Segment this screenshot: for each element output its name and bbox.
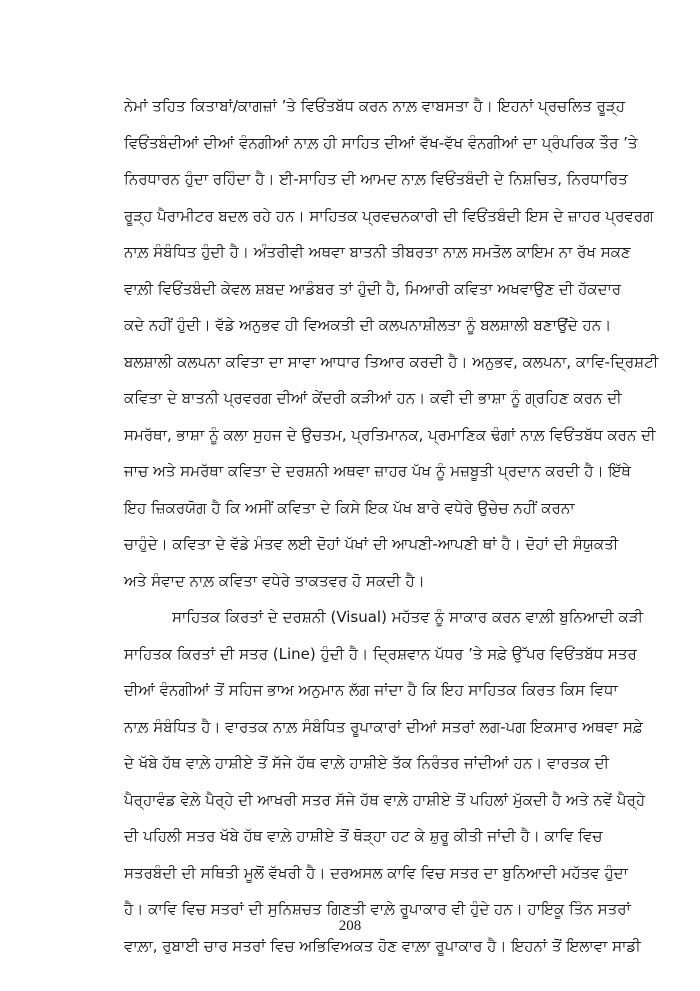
page-number: 208 — [338, 918, 362, 934]
text-line: ਚਾਹੁੰਦੇ। ਕਵਿਤਾ ਦੇ ਵੱਡੇ ਮੰਤਵ ਲਈ ਦੋਹਾਂ ਪੱਖਾਂ ਦੀ ਆਪਣੀ-ਆਪਣੀ ਥਾਂ ਹੈ। ਦੋਹਾਂ ਦੀ ਸੰਯੁਕਤੀ — [124, 535, 619, 553]
text-line: ਦੇ ਖੱਬੇ ਹੱਥ ਵਾਲ਼ੇ ਹਾਸ਼ੀਏ ਤੋਂ ਸੱਜੇ ਹੱਥ ਵਾਲ਼ੇ ਹਾਸ਼ੀਏ ਤੱਕ ਨਿਰੰਤਰ ਜਾਂਦੀਆਂ ਹਨ। ਵਾਰਤਕ ਦੀ — [124, 754, 610, 772]
text-line: ਬਲਸ਼ਾਲੀ ਕਲਪਨਾ ਕਵਿਤਾ ਦਾ ਸਾਵਾ ਆਧਾਰ ਤਿਆਰ ਕਰਦੀ ਹੈ। ਅਨੁਭਵ, ਕਲਪਨਾ, ਕਾਵਿ-ਦ੍ਰਿਸ਼ਟੀ — [124, 352, 659, 371]
paragraph-1 — [124, 88, 659, 599]
text-line: ਵਾਲ਼ੀ ਵਿਓਂਤਬੰਦੀ ਕੇਵਲ ਸ਼ਬਦ ਆਡੰਬਰ ਤਾਂ ਹੁੰਦੀ ਹੈ, ਮਿਆਰੀ ਕਵਿਤਾ ਅਖਵਾਉਣ ਦੀ ਹੱਕਦਾਰ — [124, 279, 622, 298]
text-line: ਸਾਹਿਤਕ ਕਿਰਤਾਂ ਦੇ ਦਰਸ਼ਨੀ (Visual) ਮਹੱਤਵ ਨੂੰ ਸਾਕਾਰ ਕਰਨ ਵਾਲ਼ੀ ਬੁਨਿਆਦੀ ਕੜੀ — [172, 608, 644, 626]
text-line: ਨੇਮਾਂ ਤਹਿਤ ਕਿਤਾਬਾਂ/ਕਾਗਜ਼ਾਂ ’ਤੇ ਵਿਓਂਤਬੱਧ ਕਰਨ ਨਾਲ਼ ਵਾਬਸਤਾ ਹੈ। ਇਹਨਾਂ ਪ੍ਰਚਲਿਤ ਰੂੜ੍ਹ — [124, 97, 625, 115]
text-line: ਕਦੇ ਨਹੀਂ ਹੁੰਦੀ। ਵੱਡੇ ਅਨੁਭਵ ਹੀ ਵਿਅਕਤੀ ਦੀ ਕਲਪਨਾਸ਼ੀਲਤਾ ਨੂੰ ਬਲਸ਼ਾਲੀ ਬਣਾਉਂਦੇ ਹਨ। — [124, 316, 612, 334]
text-line: ਪੈਰ੍ਹਾਵੰਡ ਵੇਲ਼ੇ ਪੈਰ੍ਹੇ ਦੀ ਆਖਰੀ ਸਤਰ ਸੱਜੇ ਹੱਥ ਵਾਲ਼ੇ ਹਾਸ਼ੀਏ ਤੋਂ ਪਹਿਲਾਂ ਮੁੱਕਦੀ ਹੈ ਅਤੇ ਨਵੇਂ ਪੈਰ੍ਹੇ — [124, 790, 646, 809]
text-line: ਦੀਆਂ ਵੰਨਗੀਆਂ ਤੋਂ ਸਹਿਜ ਭਾਅ ਅਨੁਮਾਨ ਲੱਗ ਜਾਂਦਾ ਹੈ ਕਿ ਇਹ ਸਾਹਿਤਕ ਕਿਰਤ ਕਿਸ ਵਿਧਾ — [124, 681, 618, 699]
text-line: ਨਾਲ਼ ਸੰਬੰਧਿਤ ਹੁੰਦੀ ਹੈ। ਅੰਤਰੀਵੀ ਅਥਵਾ ਬਾਤਨੀ ਤੀਬਰਤਾ ਨਾਲ਼ ਸਮਤੋਲ ਕਾਇਮ ਨਾ ਰੱਖ ਸਕਣ — [124, 243, 631, 261]
text-line: ਕਵਿਤਾ ਦੇ ਬਾਤਨੀ ਪ੍ਰਵਰਗ ਦੀਆਂ ਕੇਂਦਰੀ ਕੜੀਆਂ ਹਨ। ਕਵੀ ਦੀ ਭਾਸ਼ਾ ਨੂੰ ਗ੍ਰਹਿਣ ਕਰਨ ਦੀ — [124, 389, 622, 407]
text-line: ਜਾਚ ਅਤੇ ਸਮਰੱਥਾ ਕਵਿਤਾ ਦੇ ਦਰਸ਼ਨੀ ਅਥਵਾ ਜ਼ਾਹਰ ਪੱਖ ਨੂੰ ਮਜ਼ਬੂਤੀ ਪ੍ਰਦਾਨ ਕਰਦੀ ਹੈ। ਇੱਥੇ — [124, 462, 631, 480]
text-line: ਇਹ ਜ਼ਿਕਰਯੋਗ ਹੈ ਕਿ ਅਸੀਂ ਕਵਿਤਾ ਦੇ ਕਿਸੇ ਇਕ ਪੱਖ ਬਾਰੇ ਵਧੇਰੇ ਉਚੇਚ ਨਹੀਂ ਕਰਨਾ — [124, 498, 575, 517]
text-line: ਨਾਲ਼ ਸੰਬੰਧਿਤ ਹੈ। ਵਾਰਤਕ ਨਾਲ਼ ਸੰਬੰਧਿਤ ਰੂਪਾਕਾਰਾਂ ਦੀਆਂ ਸਤਰਾਂ ਲਗ-ਪਗ ਇਕਸਾਰ ਅਥਵਾ ਸਫ਼ੇ — [124, 717, 643, 736]
paragraph-2 — [124, 599, 646, 964]
text-line: ਹੈ। ਕਾਵਿ ਵਿਚ ਸਤਰਾਂ ਦੀ ਸੁਨਿਸ਼ਚਤ ਗਿਣਤੀ ਵਾਲ਼ੇ ਰੂਪਾਕਾਰ ਵੀ ਹੁੰਦੇ ਹਨ। ਹਾਇਕੂ ਤਿੰਨ ਸਤਰਾਂ — [124, 900, 631, 918]
text-line: ਵਿਓਂਤਬੰਦੀਆਂ ਦੀਆਂ ਵੰਨਗੀਆਂ ਨਾਲ਼ ਹੀ ਸਾਹਿਤ ਦੀਆਂ ਵੱਖ-ਵੱਖ ਵੰਨਗੀਆਂ ਦਾ ਪ੍ਰੰਪਰਿਕ ਤੌਰ ’ਤੇ — [124, 133, 638, 152]
text-line: ਸਤਰਬੰਦੀ ਦੀ ਸਥਿਤੀ ਮੂਲੋਂ ਵੱਖਰੀ ਹੈ। ਦਰਅਸਲ ਕਾਵਿ ਵਿਚ ਸਤਰ ਦਾ ਬੁਨਿਆਦੀ ਮਹੱਤਵ ਹੁੰਦਾ — [124, 863, 628, 882]
text-line: ਨਿਰਧਾਰਨ ਹੁੰਦਾ ਰਹਿੰਦਾ ਹੈ। ਈ-ਸਾਹਿਤ ਦੀ ਆਮਦ ਨਾਲ਼ ਵਿਓਂਤਬੰਦੀ ਦੇ ਨਿਸ਼ਚਿਤ, ਨਿਰਧਾਰਿਤ — [124, 170, 628, 188]
text-line: ਵਾਲ਼ਾ, ਰੁਬਾਈ ਚਾਰ ਸਤਰਾਂ ਵਿਚ ਅਭਿਵਿਅਕਤ ਹੋਣ ਵਾਲ਼ਾ ਰੂਪਾਕਾਰ ਹੈ। ਇਹਨਾਂ ਤੋਂ ਇਲਾਵਾ ਸਾਡੀ — [124, 936, 641, 955]
text-line: ਸਮਰੱਥਾ, ਭਾਸ਼ਾ ਨੂੰ ਕਲਾ ਸੁਹਜ ਦੇ ਉਚਤਮ, ਪ੍ਰਤਿਮਾਨਕ, ਪ੍ਰਮਾਣਿਕ ਢੰਗਾਂ ਨਾਲ਼ ਵਿਓਂਤਬੱਧ ਕਰਨ ਦੀ — [124, 425, 656, 444]
text-line: ਦੀ ਪਹਿਲੀ ਸਤਰ ਖੱਬੇ ਹੱਥ ਵਾਲ਼ੇ ਹਾਸ਼ੀਏ ਤੋਂ ਥੋੜ੍ਹਾ ਹਟ ਕੇ ਸ਼ੁਰੂ ਕੀਤੀ ਜਾਂਦੀ ਹੈ। ਕਾਵਿ ਵਿਚ — [124, 827, 603, 845]
text-line: ਰੂੜ੍ਹ ਪੈਰਾਮੀਟਰ ਬਦਲ ਰਹੇ ਹਨ। ਸਾਹਿਤਕ ਪ੍ਰਵਚਨਕਾਰੀ ਦੀ ਵਿਓਂਤਬੰਦੀ ਇਸ ਦੇ ਜ਼ਾਹਰ ਪ੍ਰਵਰਗ — [124, 206, 654, 225]
body-text — [124, 88, 659, 964]
text-line: ਅਤੇ ਸੰਵਾਦ ਨਾਲ਼ ਕਵਿਤਾ ਵਧੇਰੇ ਤਾਕਤਵਰ ਹੋ ਸਕਦੀ ਹੈ। — [124, 571, 425, 590]
text-line: ਸਾਹਿਤਕ ਕਿਰਤਾਂ ਦੀ ਸਤਰ (Line) ਹੁੰਦੀ ਹੈ। ਦ੍ਰਿਸ਼ਵਾਨ ਪੱਧਰ ’ਤੇ ਸਫ਼ੇ ਉੱਪਰ ਵਿਓਂਤਬੱਧ ਸਤਰ — [124, 644, 637, 663]
